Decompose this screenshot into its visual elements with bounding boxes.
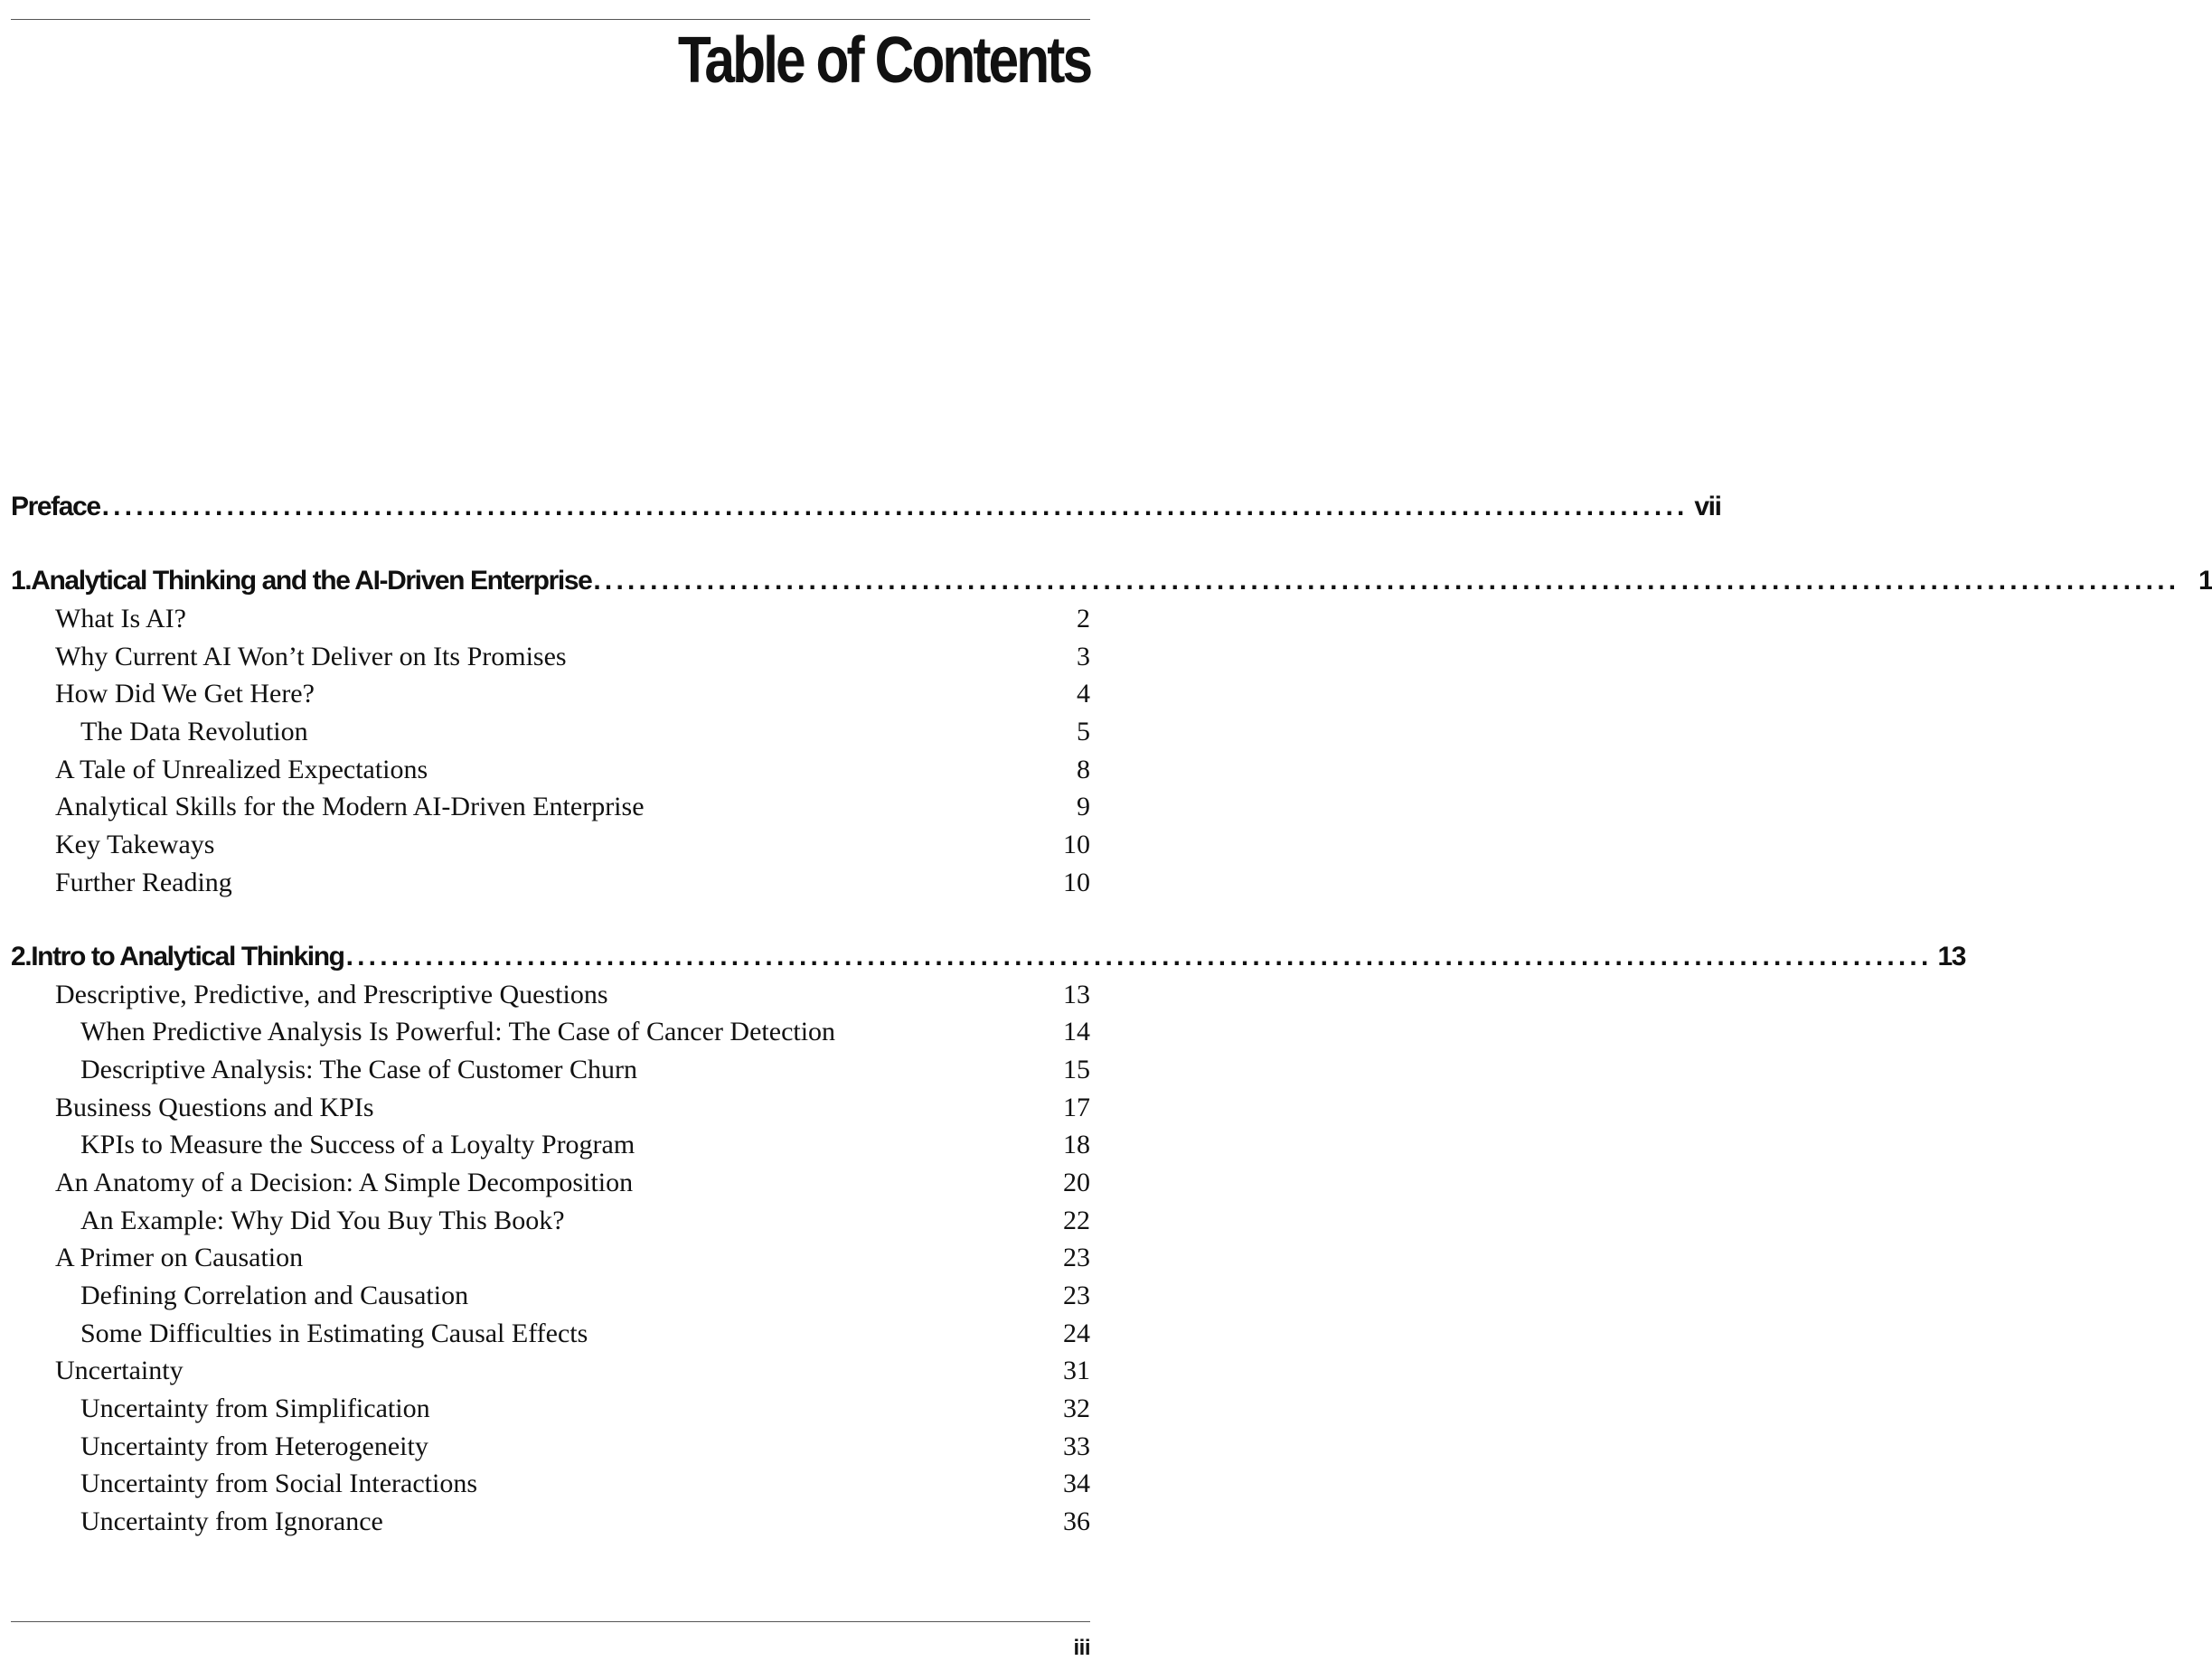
toc-entry-label: When Predictive Analysis Is Powerful: The Case of Cancer Detection [80,1017,836,1047]
toc-entry-label: Uncertainty from Heterogeneity [80,1431,428,1461]
toc-entry[interactable] [11,1202,1090,1240]
toc-entry[interactable] [11,1013,1090,1051]
page-folio: iii [1073,1636,1090,1660]
chapter-number: 1. [11,566,32,596]
toc-entry-page: 23 [1063,1281,1090,1310]
toc-entry-page: 14 [1063,1017,1090,1047]
toc-entry-label: KPIs to Measure the Success of a Loyalty Program [80,1130,635,1160]
toc-entry-page: 20 [1063,1167,1090,1197]
toc-chapter-heading[interactable] [11,938,1966,976]
toc-entry-page: 9 [1077,792,1090,822]
toc-entry[interactable] [11,638,1090,676]
toc-entry-page: 4 [1077,679,1090,709]
toc-entry-page: 34 [1063,1469,1090,1499]
toc-entry-preface[interactable] [11,488,1721,526]
toc-entry-label: Further Reading [55,867,232,897]
toc-entry[interactable] [11,788,1090,826]
toc-entry-label: A Primer on Causation [55,1243,304,1273]
chapter-title: Intro to Analytical Thinking [31,941,344,971]
toc-entry[interactable] [11,1051,1090,1089]
toc-entry[interactable] [11,1315,1090,1353]
toc-entry[interactable] [11,1390,1090,1428]
toc-entry-page: 17 [1063,1092,1090,1122]
toc-entry-label: Defining Correlation and Causation [80,1281,469,1310]
toc-entry-label: Some Difficulties in Estimating Causal Effects [80,1318,588,1348]
toc-entry[interactable] [11,1428,1090,1466]
toc-entry[interactable] [11,826,1090,864]
toc-entry-label: Key Takeways [55,830,215,860]
toc-entry-page: 36 [1063,1506,1090,1537]
toc-entry[interactable] [11,1164,1090,1202]
toc-entry[interactable] [11,600,1090,638]
toc-entry-page: 33 [1063,1431,1090,1461]
toc-entry-label: How Did We Get Here? [55,679,315,709]
bottom-rule [11,1621,1090,1622]
toc-entry-label: Uncertainty from Simplification [80,1394,430,1424]
dot-leader: ............................................................................................................................................ [593,566,2180,596]
toc-entry-label: Uncertainty from Ignorance [80,1506,383,1537]
toc-entry-page: 24 [1063,1318,1090,1348]
toc-entry-page: 15 [1063,1054,1090,1084]
toc-entry-page: 5 [1077,717,1090,747]
toc-entry-label: Uncertainty [55,1356,184,1386]
toc-entry-page: 10 [1063,830,1090,860]
toc-entry[interactable] [11,1352,1090,1390]
dot-leader: ............................................................................................................................................ [101,492,1689,521]
toc-entry-label: A Tale of Unrealized Expectations [55,754,428,784]
toc-entry[interactable] [11,675,1090,713]
toc-entry-label: What Is AI? [55,604,186,633]
chapter-page: 13 [1937,941,1966,971]
toc-entry-label: Descriptive, Predictive, and Prescriptive Questions [55,979,608,1009]
toc-entry[interactable] [11,713,1090,751]
preface-page: vii [1694,492,1721,521]
toc-entry-page: 3 [1077,641,1090,671]
toc-entry-page: 10 [1063,867,1090,897]
chapter-page: 1 [2198,566,2212,596]
toc-entry-label: Descriptive Analysis: The Case of Customer Churn [80,1054,638,1084]
toc-entry[interactable] [11,1089,1090,1127]
toc-entry-label: An Anatomy of a Decision: A Simple Decomposition [55,1167,634,1197]
toc-entry[interactable] [11,1503,1090,1541]
dot-leader: ............................................................................................................................................ [345,941,1933,971]
toc-entry-page: 13 [1063,979,1090,1009]
toc-entry[interactable] [11,751,1090,789]
toc-entry[interactable] [11,1465,1090,1503]
toc-entry-page: 23 [1063,1243,1090,1273]
toc-entry[interactable] [11,1277,1090,1315]
chapter-title: Analytical Thinking and the AI-Driven Enterprise [31,566,592,596]
toc-entry[interactable] [11,1239,1090,1277]
toc-entry-page: 31 [1063,1356,1090,1386]
toc-entry-label: Business Questions and KPIs [55,1092,374,1122]
toc-entry[interactable] [11,864,1090,902]
toc-entry-label: An Example: Why Did You Buy This Book? [80,1205,565,1235]
toc-entry[interactable] [11,1126,1090,1164]
toc-entry-page: 18 [1063,1130,1090,1160]
toc-chapter-heading[interactable] [11,562,2212,600]
top-rule [11,19,1090,20]
preface-label: Preface [11,492,100,521]
chapter-number: 2. [11,941,32,971]
toc-entry-label: Analytical Skills for the Modern AI-Driven Enterprise [55,792,645,822]
toc-entry[interactable] [11,976,1090,1014]
table-of-contents [11,488,2212,1541]
toc-entry-label: Uncertainty from Social Interactions [80,1469,478,1499]
toc-entry-page: 32 [1063,1394,1090,1424]
toc-entry-page: 8 [1077,754,1090,784]
toc-entry-label: Why Current AI Won’t Deliver on Its Promises [55,641,567,671]
toc-entry-page: 22 [1063,1205,1090,1235]
toc-entry-page: 2 [1077,604,1090,633]
page-title: Table of Contents [677,24,1090,97]
toc-entry-label: The Data Revolution [80,717,308,747]
